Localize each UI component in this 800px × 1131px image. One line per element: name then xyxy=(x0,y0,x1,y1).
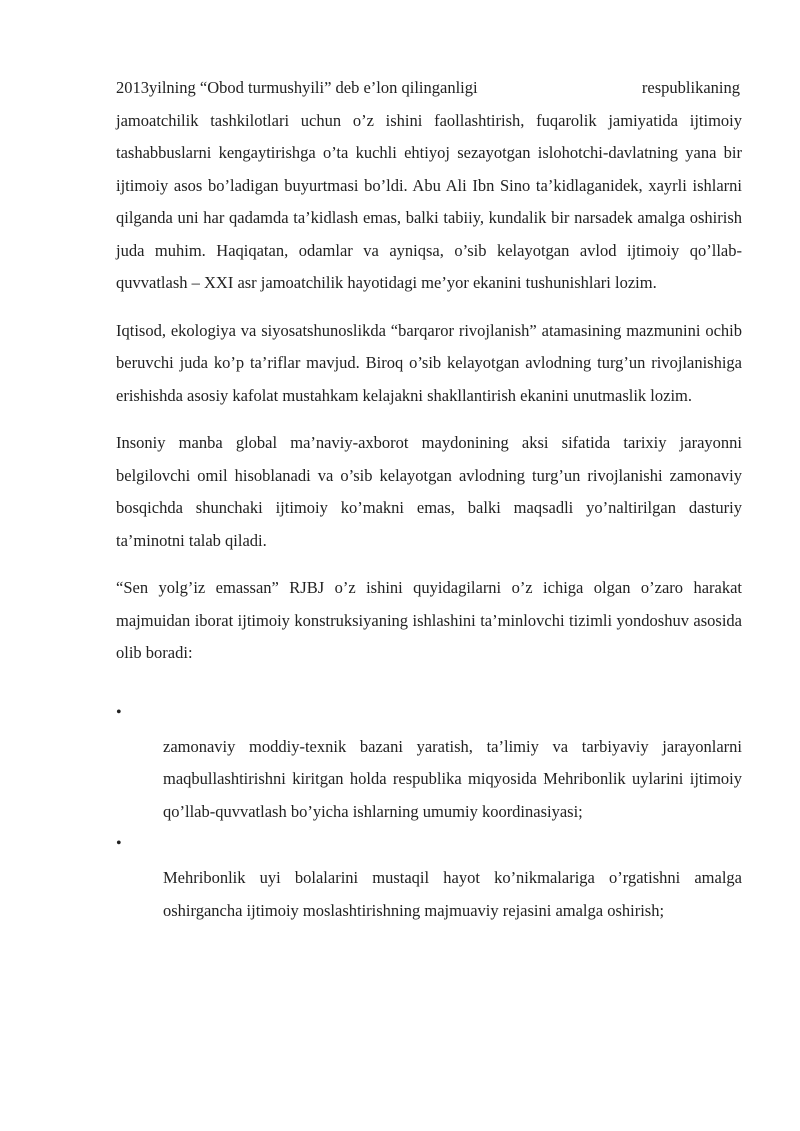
paragraph-1 xyxy=(116,72,742,300)
bullet-marker: • xyxy=(116,835,122,852)
paragraph-3: Insoniy manba global ma’naviy-axborot maydonining aksi sifatida tarixiy jarayonni belgilovchi omil hisoblanadi va o’sib kelayotgan avlodning turg’un rivojlanishi zamonaviy bosqichda shunchaki ijtimoiy ko’makni emas, balki maqsadli yo’naltirilgan dasturiy ta’minotni talab qiladi. xyxy=(116,433,742,550)
paragraph-1-line-right: respublikaning xyxy=(641,78,740,97)
paragraph-2: Iqtisod, ekologiya va siyosatshunoslikda “barqaror rivojlanish” atamasining mazmunini ochib beruvchi juda ko’p ta’riflar mavjud. Biroq o’sib kelayotgan avlodning turg’un rivojlanishiga erishishda asosiy kafolat mustahkam kelajakni shakllantirish ekanini unutmaslik lozim. xyxy=(116,320,742,405)
list-item xyxy=(116,828,742,927)
bullet-text: zamonaviy moddiy-texnik bazani yaratish, ta’limiy va tarbiyaviy jarayonlarni maqbullashtirishni kiritgan holda respublika miqyosida Mehribonlik uylarini ijtimoiy qo’llab-quvvatlash bo’yicha ishlarning umumiy koordinasiyasi; xyxy=(163,736,742,821)
bullet-marker: • xyxy=(116,703,122,721)
paragraph-4: “Sen yolg’iz emassan” RJBJ o’z ishini quyidagilarni o’z ichiga olgan o’zaro harakat majmuidan iborat ijtimoiy konstruksiyaning ishlashini ta’minlovchi tizimli yondoshuv asosida olib boradi: xyxy=(116,578,742,662)
paragraph-1-line-left: 2013yilning “Obod turmushyili” deb e’lon qilinganligi xyxy=(116,78,478,97)
paragraph-1-first-line xyxy=(116,72,742,105)
paragraph-1-body: jamoatchilik tashkilotlari uchun o’z ishini faollashtirish, fuqarolik jamiyatida ijtimoiy tashabbuslarni kengaytirishga o’ta kuchli ehtiyoj sezayotgan islohotchi-davlatning yana bir ijtimoiy asos bo’ladigan buyurtmasi bo’ldi. Abu Ali Ibn Sino ta’kidlaganidek, xayrli ishlarni qilganda uni har qadamda ta’kidlash emas, balki tabiiy, kundalik bir narsadek amalga oshirish juda muhim. Haqiqatan, odamlar va ayniqsa, o’sib kelayotgan avlod ijtimoiy qo’llab-quvvatlash – XXI asr jamoatchilik hayotidagi me’yor ekanini tushunishlari lozim. xyxy=(116,110,742,292)
bullet-list xyxy=(116,697,742,928)
bullet-text: Mehribonlik uyi bolalarini mustaqil hayot ko’nikmalariga o’rgatishni amalga oshirganchа ijtimoiy moslashtirishning majmuaviy rejasini amalga oshirish; xyxy=(163,868,742,920)
list-item xyxy=(116,697,742,829)
